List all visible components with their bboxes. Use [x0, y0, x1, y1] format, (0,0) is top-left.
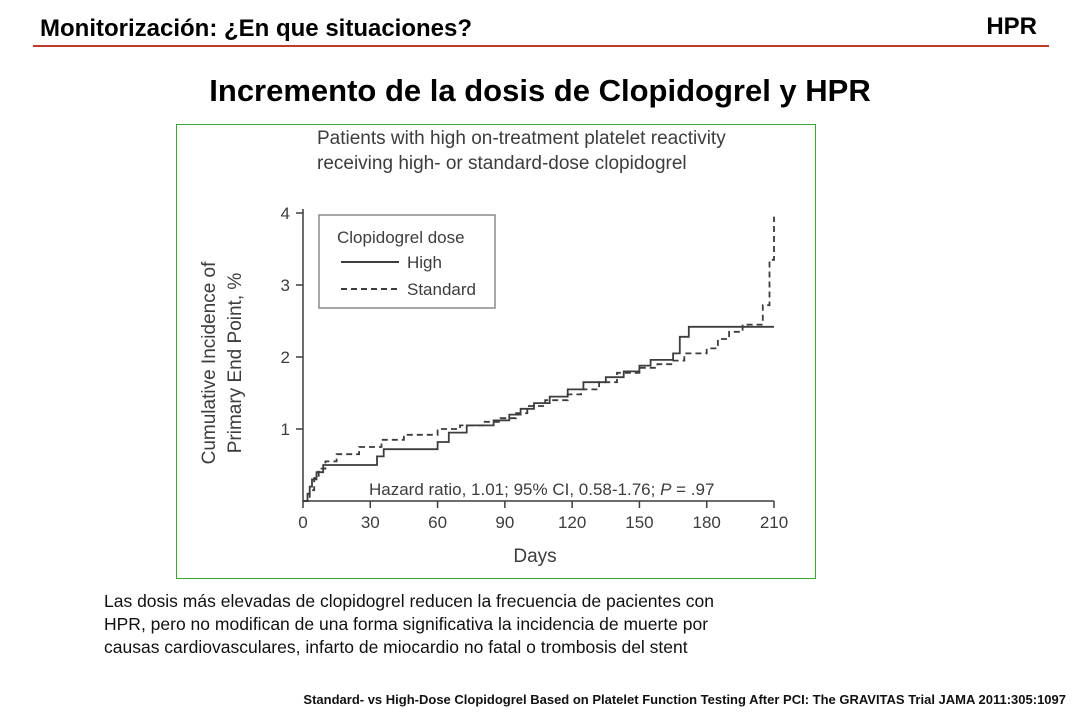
x-axis-title: Days	[513, 546, 557, 567]
legend-label-standard: Standard	[407, 280, 476, 299]
caption-line-3: causas cardiovasculares, infarto de miocardio no fatal o trombosis del stent	[104, 637, 688, 657]
caption	[104, 590, 884, 659]
reference-citation: Standard- vs High-Dose Clopidogrel Based on Platelet Function Testing After PCI: The GRAVITAS Trial JAMA 2011:305:1097	[303, 692, 1066, 707]
caption-line-1: Las dosis más elevadas de clopidogrel reducen la frecuencia de pacientes con	[104, 591, 714, 611]
y-tick-label: 1	[280, 420, 290, 439]
p-value-symbol: P	[660, 480, 672, 499]
y-tick-label: 3	[280, 276, 290, 295]
caption-line-2: HPR, pero no modifican de una forma significativa la incidencia de muerte por	[104, 614, 709, 634]
header-rule	[33, 45, 1049, 47]
hazard-ratio-text: Hazard ratio, 1.01; 95% CI, 0.58-1.76;	[369, 480, 661, 499]
x-tick-label: 90	[495, 513, 515, 532]
chart-legend	[319, 215, 495, 308]
y-tick-label: 2	[280, 348, 290, 367]
y-axis-title	[199, 261, 246, 464]
p-value-text: = .97	[671, 480, 715, 499]
x-tick-label: 150	[625, 513, 654, 532]
x-tick-label: 180	[692, 513, 721, 532]
series-line-high	[303, 327, 774, 501]
hazard-ratio-annotation	[369, 480, 714, 499]
chart-title-line-1: Patients with high on-treatment platelet reactivity	[317, 128, 726, 149]
km-chart	[177, 125, 815, 578]
y-axis-title-line-2: Primary End Point, %	[225, 272, 246, 454]
x-tick-label: 30	[360, 513, 380, 532]
slide-header-title: Monitorización: ¿En que situaciones?	[40, 15, 473, 42]
x-tick-label: 60	[428, 513, 448, 532]
y-axis-title-line-1: Cumulative Incidence of	[199, 261, 220, 465]
legend-title: Clopidogrel dose	[337, 228, 465, 247]
x-tick-label: 210	[759, 513, 789, 532]
x-tick-label: 120	[557, 513, 587, 532]
x-tick-label: 0	[298, 513, 308, 532]
slide-subtitle: Incremento de la dosis de Clopidogrel y HPR	[209, 73, 871, 108]
y-tick-label: 4	[280, 204, 290, 223]
slide-header-tag: HPR	[986, 13, 1037, 40]
chart-title-line-2: receiving high- or standard-dose clopidogrel	[317, 153, 687, 174]
legend-label-high: High	[407, 253, 442, 272]
figure-frame	[176, 124, 816, 579]
